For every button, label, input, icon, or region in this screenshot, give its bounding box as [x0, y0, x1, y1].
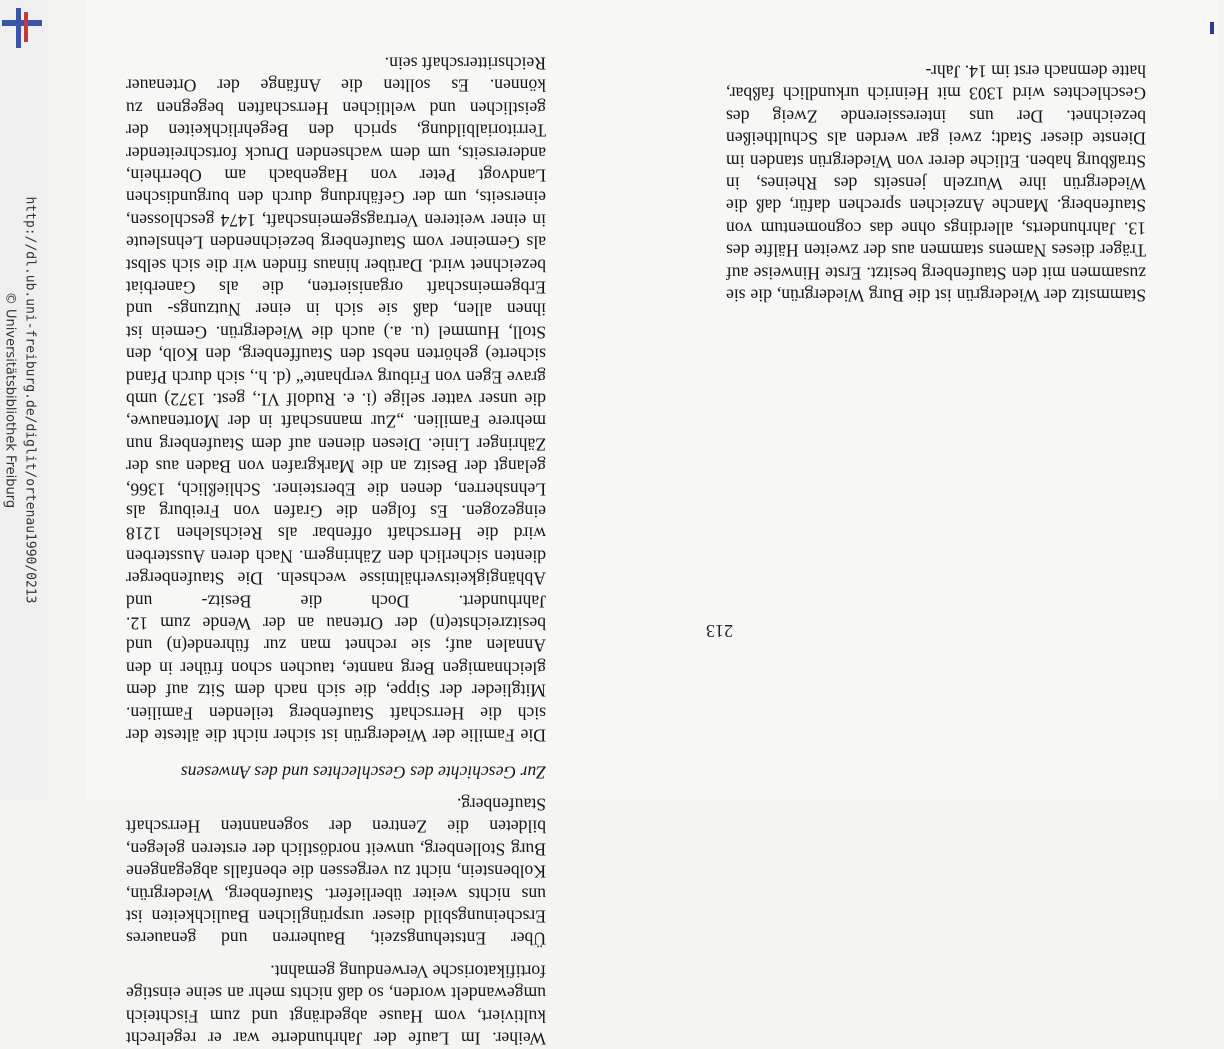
paragraph: Weiher. Im Laufe der Jahrhunderte war er regelrecht kultiviert, vom Hause abgedrängt und zum Fischteich umgewandelt worden, so daß nichts mehr an seine einstige fortifikatorische Verwendung gemahnt.: [126, 961, 546, 1049]
paragraph: Stammsitz der Wiedergrün ist die Burg Wiedergrün, die sie zusammen mit den Staufenberg besitzt. Erste Hinweise auf Träger dieses Namens stammen aus der zweiten Hälfte des 13. Jahrhunderts, allerdings ohne das cognomentum von Staufenberg. Manche Anzeichen sprechen dafür, daß die Wiedergrün ihre Wurzeln jenseits des Rheines, in Straßburg haben. Etliche derer von Wiedergrün standen im Dienste dieser Stadt; zwei gar werden als Schultheißen bezeichnet. Der uns interessierende Zweig des Geschlechtes wird 1303 mit Heinrich urkundlich faßbar, hatte demnach erst im 14. Jahr-: [726, 61, 1146, 306]
text-column-top: [126, 42, 546, 1049]
text-column-bottom: [726, 50, 1146, 306]
paragraph: Die Familie der Wiedergrün ist sicher nicht die älteste der sich die Herrschaft Staufenberg teilenden Familien. Mitglieder der Sippe, die sich nach dem Sitz auf dem gleichnamigen Berg nannte, tauchen schon früher in den Annalen auf; sie rechnet man zur führende(n) und besitzreichste(n) der Ortenau an der Wende zum 12. Jahrhundert. Doch die Besitz- und Abhängigkeitsverhältnisse wechseln. Die Staufenberger dienten sicherlich den Zähringern. Nach deren Aussterben wird die Herrschaft offenbar als Reichslehen 1218 eingezogen. Es folgen die Grafen von Freiburg als Lehnsherren, denen die Ebersteiner. Schließlich, 1366, gelangt der Besitz an die Markgrafen von Baden aus der Zähringer Linie. Diesen dienen auf dem Staufenberg nun mehrere Familien. „Zur mannschaft in der Mortenauwe, die unser vatter selige (i. e. Rudolf VI., gest. 1372) umb grave Egen von Friburg verphante“ (d. h., sich durch Pfand sicherte) gehörten nebst den Stauffenberg, den Kolb, den Stoll, Hummel (u. a.) auch die Wiedergrün. Gemein ist ihnen allen, daß sie sich in einer Nutzungs- und Erbgemeinschaft organisierten, die als Ganerbiat bezeichnet wird. Darüber hinaus finden wir die sich selbst als Gemeiner vom Staufenberg bezeichnenden Lehnsleute in einer weiteren Vertragsgemeinschaft, 1474 geschlossen, einerseits, um der Gefährdung durch den burgundischen Landvogt Peter von Hagenbach am Oberrhein, andererseits, um dem wachsenden Druck fortschreitender Territorialbildung, sprich den Begehrlichkeiten der geistlichen und weltlichen Herrschaften begegnen zu können. Es sollten die Anfänge der Ortenauer Reichsritterschaft sein.: [126, 53, 546, 746]
university-logo-icon: [2, 8, 42, 48]
paragraph: Über Entstehungszeit, Bauherren und genaueres Erscheinungsbild dieser ursprünglichen Baulichkeiten ist uns nichts weiter überliefert. Staufenberg, Wiedergrün, Kolbenstein, nicht zu vergessen die ebenfalls abgegangene Burg Stollenberg, unweit nordöstlich der ersteren gelegen, bildeten die Zentren der sogenannten Herrschaft Staufenberg.: [126, 794, 546, 949]
copyright-notice: © Universitätsbibliothek Freiburg: [2, 291, 18, 509]
scanned-page: [86, 0, 1218, 1049]
section-heading: Zur Geschichte des Geschlechtes und des Anwesens: [180, 762, 546, 782]
viewer-sidebar: [0, 0, 48, 800]
page-edge-mark: [1210, 22, 1214, 34]
page-number: 213: [706, 621, 733, 641]
source-url-link[interactable]: http://dl.ub.uni-freiburg.de/diglit/ortenau1990/0213: [22, 196, 38, 604]
